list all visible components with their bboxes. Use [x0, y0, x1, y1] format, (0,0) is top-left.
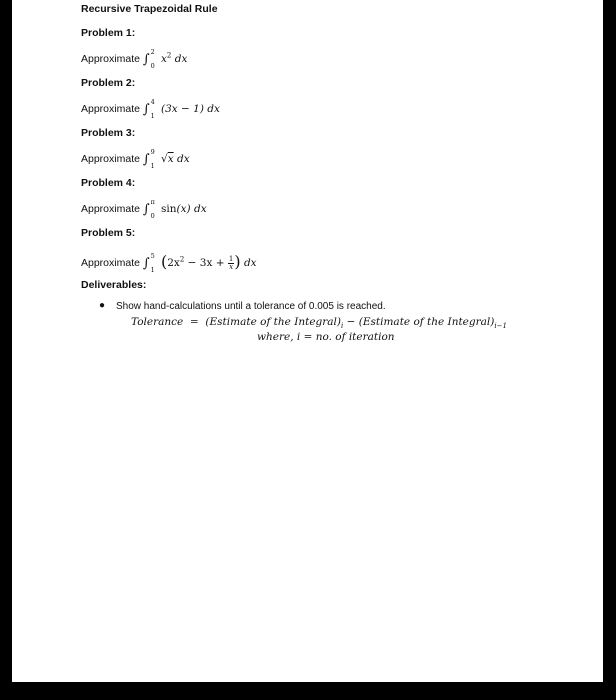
problem-2-integral: ∫ 4 1 (3x − 1) dx	[142, 98, 220, 120]
estimate-previous: (Estimate of the Integral)	[358, 316, 495, 328]
problem-4-statement	[81, 198, 207, 220]
equals-sign: =	[189, 316, 199, 328]
problem-5-heading: Problem 5:	[81, 227, 136, 239]
problem-4-heading: Problem 4:	[81, 177, 136, 189]
approx-label: Approximate	[81, 153, 140, 165]
problem-1-statement	[81, 48, 188, 70]
estimate-current: (Estimate of the Integral)	[205, 316, 341, 328]
tolerance-formula: Tolerance = (Estimate of the $Integral)_i$ − (Estimate of the $Integral)_{i-1}$	[131, 316, 507, 331]
problem-5-integral: ∫ 5 1 ($2x^2 - 3x$ + $\frac{1}{x}$ ) dx	[142, 252, 257, 274]
tolerance-label: Tolerance	[131, 316, 184, 328]
problem-3-integral: ∫ 9 1 √x dx	[142, 148, 190, 170]
problem-5-statement	[81, 251, 257, 274]
deliverables-bullet-text: Show hand-calculations until a tolerance of 0.005 is reached.	[116, 301, 386, 312]
approx-label: Approximate	[81, 203, 140, 215]
approx-label: Approximate	[81, 103, 140, 115]
problem-3-statement	[81, 148, 190, 170]
where-line: where, i = no. of iteration	[257, 331, 395, 343]
problem-3-heading: Problem 3:	[81, 127, 136, 139]
document-page	[12, 0, 603, 682]
minus-sign: −	[346, 316, 356, 328]
bullet-dot: ●	[99, 300, 106, 311]
document-title: Recursive Trapezoidal Rule	[81, 3, 218, 15]
approx-label: Approximate	[81, 53, 140, 65]
deliverables-heading: Deliverables:	[81, 279, 147, 291]
problem-1-heading: Problem 1:	[81, 27, 136, 39]
problem-2-heading: Problem 2:	[81, 77, 136, 89]
problem-2-statement	[81, 98, 220, 120]
problem-4-integral: ∫ π 0 sin(x) dx	[142, 198, 207, 220]
approx-label: Approximate	[81, 257, 140, 269]
problem-1-integral: ∫ 2 0 $x^2$ dx	[142, 48, 188, 70]
